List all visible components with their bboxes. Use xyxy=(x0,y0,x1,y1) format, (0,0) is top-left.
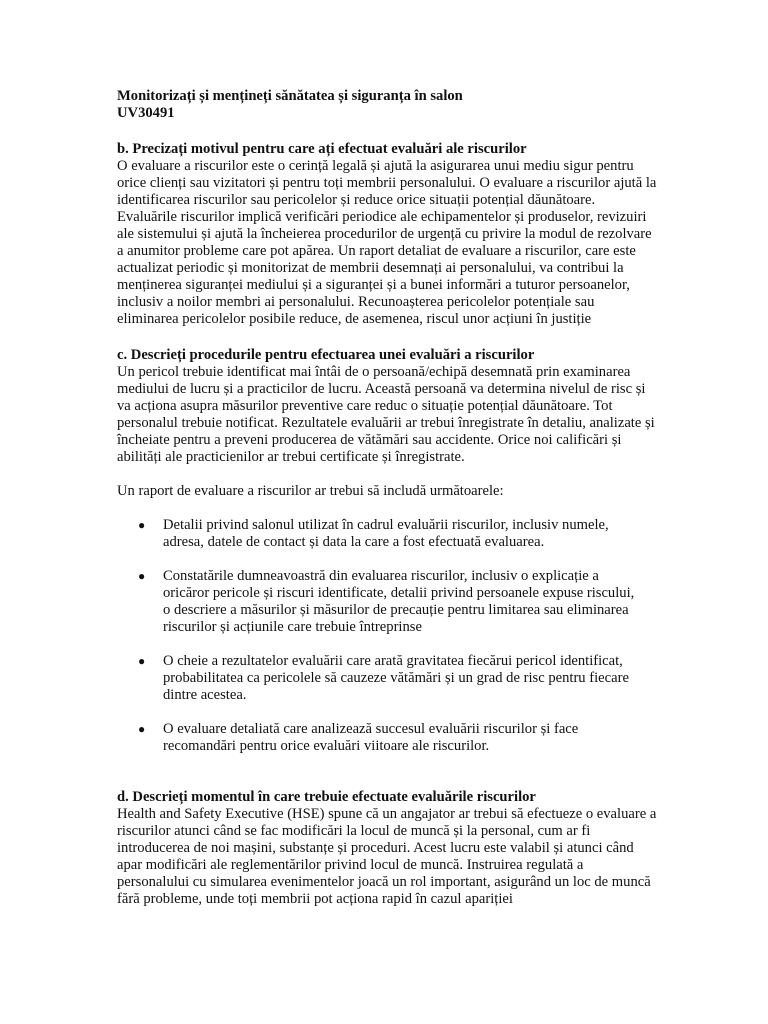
bullet-icon: ● xyxy=(138,518,146,532)
list-item-text: Detalii privind salonul utilizat în cadrul evaluării riscurilor, inclusiv numele, adresa, datele de contact și data la care a fost efectuată evaluarea. xyxy=(163,517,609,550)
list-item-text: O evaluare detaliată care analizează succesul evaluării riscurilor și face recomandări pentru orice evaluări viitoare ale riscurilor. xyxy=(163,721,579,754)
document-page xyxy=(117,88,657,908)
section-b xyxy=(117,141,657,328)
report-contents-list xyxy=(117,517,657,755)
section-c xyxy=(117,347,657,755)
bullet-icon: ● xyxy=(138,654,146,668)
section-c-body: Un pericol trebuie identificat mai întâi de o persoană/echipă desemnată prin examinarea mediului de lucru și a practicilor de lucru. Această persoană va determina nivelul de risc și va acționa asupra măsurilor preventive care reduc o situație potențial dăunătoare. Tot personalul trebuie notificat. Rezultatele evaluării ar trebui înregistrate în detaliu, analizate și încheiate pentru a preveni producerea de vătămări sau accidente. Orice noi calificări și abilități ale practicienilor ar trebui certificate și înregistrate. xyxy=(117,364,655,465)
section-d xyxy=(117,789,657,908)
section-b-body: O evaluare a riscurilor este o cerință legală și ajută la asigurarea unui mediu sigur pentru orice clienți sau vizitatori și pentru toți membrii personalului. O evaluare a riscurilor ajută la identificarea riscurilor sau pericolelor și reduce orice situații potențial dăunătoare. Evaluările riscurilor implică verificări periodice ale echipamentelor și produselor, revizuiri ale sistemului și ajută la încheierea procedurilor de urgență cu privire la modul de rezolvare a anumitor probleme care pot apărea. Un raport detaliat de evaluare a riscurilor, care este actualizat periodic și monitorizat de membrii desemnați ai personalului, va contribui la menținerea siguranței mediului și a siguranței și a bunei informări a tuturor persoanelor, inclusiv a noilor membri ai personalului. Recunoașterea pericolelor potențiale sau eliminarea pericolelor posibile reduce, de asemenea, riscul unor acțiuni în justiție xyxy=(117,158,657,327)
section-c-heading: c. Descrieți procedurile pentru efectuarea unei evaluări a riscurilor xyxy=(117,347,535,363)
list-item xyxy=(117,721,643,755)
list-item xyxy=(117,517,643,551)
section-c-intro: Un raport de evaluare a riscurilor ar trebui să includă următoarele: xyxy=(117,483,504,499)
section-d-heading: d. Descrieți momentul în care trebuie efectuate evaluările riscurilor xyxy=(117,789,536,805)
list-item-text: O cheie a rezultatelor evaluării care arată gravitatea fiecărui pericol identificat, probabilitatea ca pericolele să cauzeze vătămări și un grad de risc pentru fiecare dintre acestea. xyxy=(163,653,629,703)
list-item xyxy=(117,653,643,704)
document-code: UV30491 xyxy=(117,105,175,121)
section-b-heading: b. Precizați motivul pentru care ați efectuat evaluări ale riscurilor xyxy=(117,141,527,157)
list-item xyxy=(117,568,643,636)
document-title: Monitorizați și mențineți sănătatea și siguranța în salon xyxy=(117,88,463,104)
bullet-icon: ● xyxy=(138,569,146,583)
bullet-icon: ● xyxy=(138,722,146,736)
list-item-text: Constatările dumneavoastră din evaluarea riscurilor, inclusiv o explicație a oricăror pericole și riscuri identificate, detalii privind persoanele expuse riscului, o descriere a măsurilor și măsurilor de precauție pentru limitarea sau eliminarea riscurilor și acțiunile care trebuie întreprinse xyxy=(163,568,635,635)
section-d-body: Health and Safety Executive (HSE) spune că un angajator ar trebui să efectueze o evaluare a riscurilor atunci când se fac modificări la locul de muncă și la personal, cum ar fi introducerea de noi mașini, substanțe și proceduri. Acest lucru este valabil și atunci când apar modificări ale reglementărilor privind locul de muncă. Instruirea regulată a personalului cu simularea evenimentelor joacă un rol important, asigurând un loc de muncă fără probleme, unde toți membrii pot acționa rapid în cazul apariției xyxy=(117,806,657,907)
